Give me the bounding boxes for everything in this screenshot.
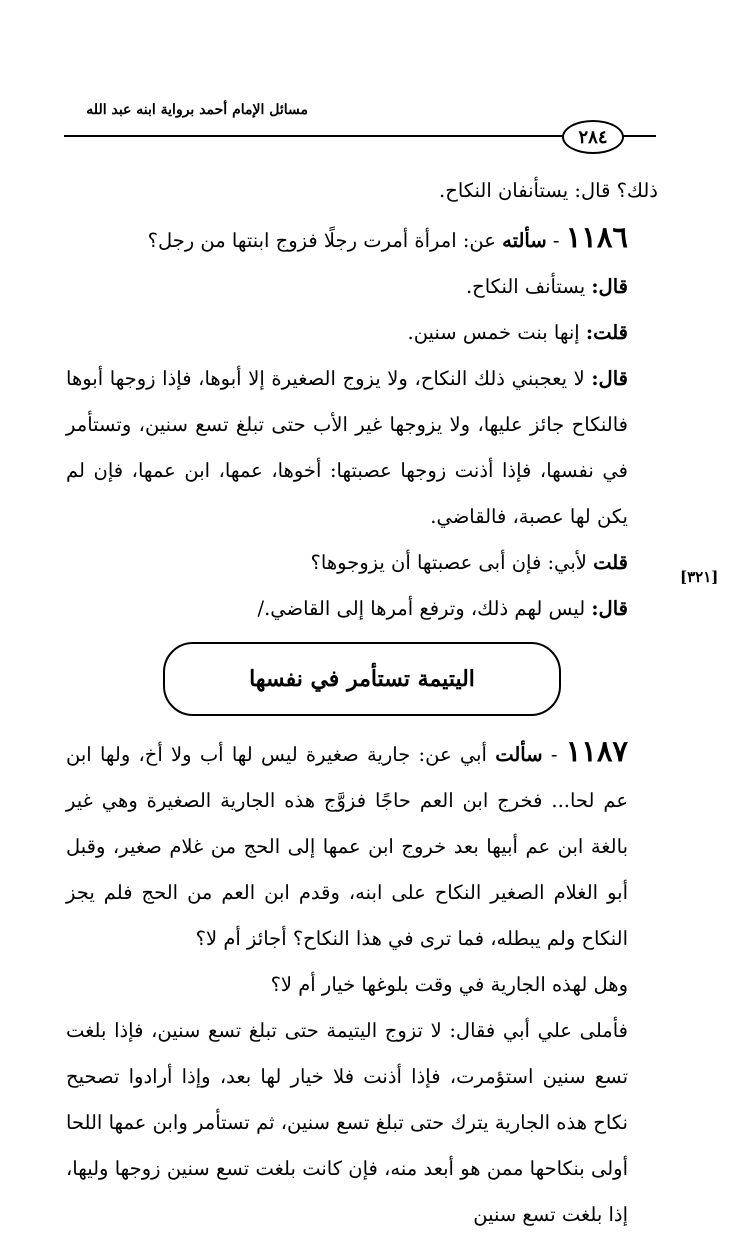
dash: - xyxy=(542,743,566,766)
question-1186 xyxy=(66,214,658,264)
paragraph-imla: فأملى علي أبي فقال: لا تزوج اليتيمة حتى تبلغ تسع سنين، فإذا بلغت تسع سنين استؤمرت، فإذا أذنت فلا خيار لها بعد، وإذا أرادوا تصحيح نكاح هذه الجارية يترك حتى تبلغ تسع سنين، ثم تستأمر وابن عمها اللحا أولى بنكاحها ممن هو أبعد منه، فإن كانت بلغت تسع سنين زوجها وليها، إذا بلغت تسع سنين xyxy=(66,1019,628,1226)
page-number-text: ٢٨٤ xyxy=(578,126,608,148)
section-heading xyxy=(163,642,561,716)
paragraph-continuation: ذلك؟ قال: يستأنفان النكاح. xyxy=(439,179,658,202)
section-title: اليتيمة تستأمر في نفسها xyxy=(249,666,475,692)
keyword-qultu: قلت: xyxy=(585,321,628,344)
answer-1 xyxy=(66,264,658,310)
running-title: مسائل الإمام أحمد برواية ابنه عبد الله xyxy=(86,102,308,118)
keyword-qultu: قلت xyxy=(593,551,628,574)
answer-text: لا يعجبني ذلك النكاح، ولا يزوج الصغيرة إلا أبوها، فإذا زوجها أبوها فالنكاح جائز عليها، ولا يزوجها غير الأب حتى تبلغ تسع سنين، وتستأمر في نفسها، فإذا أذنت زوجها عصبتها: أخوها، عمها، ابن عمها، فإن لم يكن لها عصبة، فالقاضي. xyxy=(66,367,628,528)
statement-text: لأبي: فإن أبى عصبتها أن يزوجوها؟ xyxy=(310,551,594,574)
keyword-qal: قال: xyxy=(591,275,628,298)
keyword-saaltu: سألت xyxy=(495,743,543,766)
question-text: أبي عن: جارية صغيرة ليس لها أب ولا أخ، ولها ابن عم لحا... فخرج ابن العم حاجًا فزوَّج هذه الجارية الصغيرة وهي غير بالغة ابن عم أبيها بعد خروج ابن عمها إلى الحج من غلام صغير، وقبل أبو الغلام الصغير النكاح على ابنه، وقدم ابن العم من الحج فلم يجز النكاح ولم يبطله، فما ترى في هذا النكاح؟ أجائز أم لا؟ xyxy=(66,743,628,950)
keyword-qal: قال: xyxy=(591,597,628,620)
question-number: ١١٨٧ xyxy=(565,734,628,768)
question-number: ١١٨٦ xyxy=(565,220,628,254)
main-text xyxy=(66,168,658,1238)
dash: - xyxy=(546,229,566,252)
answer-text: يستأنف النكاح. xyxy=(465,275,592,298)
question-text: عن: امرأة أمرت رجلًا فزوج ابنتها من رجل؟ xyxy=(147,229,503,252)
question-1187 xyxy=(66,728,658,962)
keyword-qal: قال: xyxy=(591,367,628,390)
statement-1 xyxy=(66,310,658,356)
paragraph-khiyar: وهل لهذه الجارية في وقت بلوغها خيار أم لا؟ xyxy=(270,973,628,996)
statement-2 xyxy=(66,540,658,586)
margin-reference: [٣٢١] xyxy=(680,568,719,586)
answer-2 xyxy=(66,356,658,540)
answer-text: ليس لهم ذلك، وترفع أمرها إلى القاضي./ xyxy=(257,597,592,620)
answer-3 xyxy=(66,586,658,632)
statement-text: إنها بنت خمس سنين. xyxy=(407,321,586,344)
page-number xyxy=(562,120,624,154)
keyword-saaltuhu: سألته xyxy=(502,229,547,252)
